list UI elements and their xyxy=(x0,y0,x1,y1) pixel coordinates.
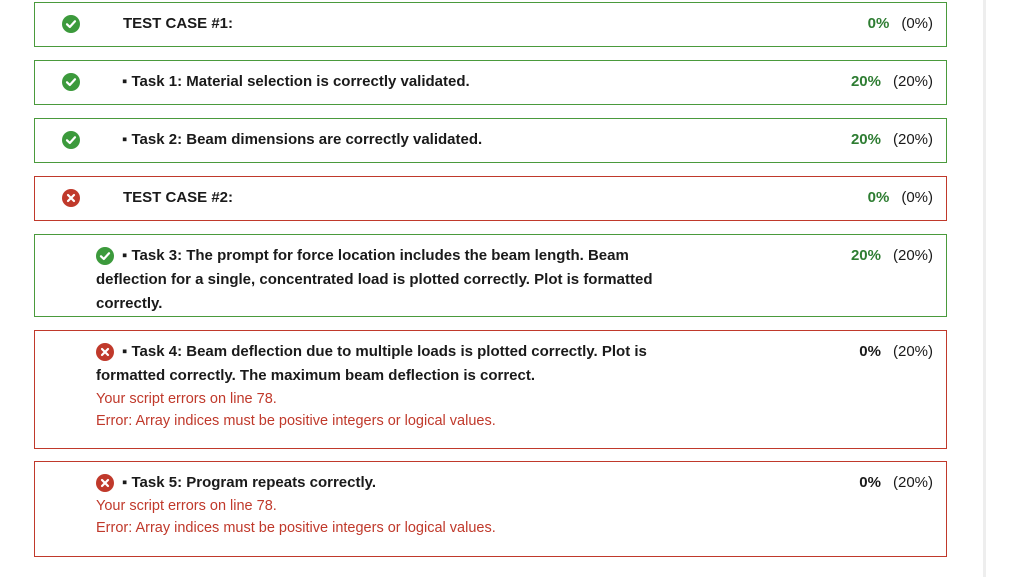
row-score xyxy=(851,128,933,152)
check-circle-icon xyxy=(62,73,80,91)
x-circle-icon xyxy=(62,189,80,207)
score-possible: (20%) xyxy=(892,343,933,360)
score-earned: 0% xyxy=(867,15,890,32)
score-earned: 0% xyxy=(859,343,881,360)
check-circle-icon xyxy=(62,131,80,149)
row-title xyxy=(96,340,736,432)
row-title: TEST CASE #2: xyxy=(123,189,234,206)
score-possible: (20%) xyxy=(892,73,933,90)
score-earned: 20% xyxy=(850,131,881,148)
row-title: ▪ Task 2: Beam dimensions are correctly validated. xyxy=(122,131,483,148)
row-title xyxy=(96,471,736,539)
title-line: ▪ Task 5: Program repeats correctly. xyxy=(122,474,377,491)
row-title: ▪ Task 1: Material selection is correctly validated. xyxy=(122,73,470,90)
row-score xyxy=(859,471,933,495)
score-earned: 0% xyxy=(859,474,881,491)
scrollbar-track[interactable] xyxy=(983,0,986,577)
error-message: Your script errors on line 78. xyxy=(96,498,277,514)
score-earned: 0% xyxy=(867,189,890,206)
title-line: ▪ Task 4: Beam deflection due to multiple loads is plotted correctly. Plot is xyxy=(122,343,647,360)
title-line: formatted correctly. The maximum beam deflection is correct. xyxy=(96,367,536,384)
error-message: Error: Array indices must be positive integers or logical values. xyxy=(96,520,496,536)
row-score xyxy=(851,70,933,94)
row-score xyxy=(851,244,933,268)
score-earned: 20% xyxy=(850,247,881,264)
score-possible: (0%) xyxy=(901,189,933,206)
row-title: TEST CASE #1: xyxy=(123,15,234,32)
error-message: Your script errors on line 78. xyxy=(96,391,277,407)
score-earned: 20% xyxy=(850,73,881,90)
row-score xyxy=(868,12,933,36)
check-circle-icon xyxy=(62,15,80,33)
row-score xyxy=(868,186,933,210)
score-possible: (20%) xyxy=(892,474,933,491)
row-score xyxy=(859,340,933,364)
title-line: ▪ Task 3: The prompt for force location includes the beam length. Beam xyxy=(122,247,629,264)
score-possible: (20%) xyxy=(892,131,933,148)
error-message: Error: Array indices must be positive integers or logical values. xyxy=(96,413,496,429)
score-possible: (0%) xyxy=(901,15,933,32)
title-line: deflection for a single, concentrated load is plotted correctly. Plot is formatted xyxy=(96,271,653,288)
row-title xyxy=(96,244,736,316)
title-line: correctly. xyxy=(96,295,163,312)
score-possible: (20%) xyxy=(892,247,933,264)
